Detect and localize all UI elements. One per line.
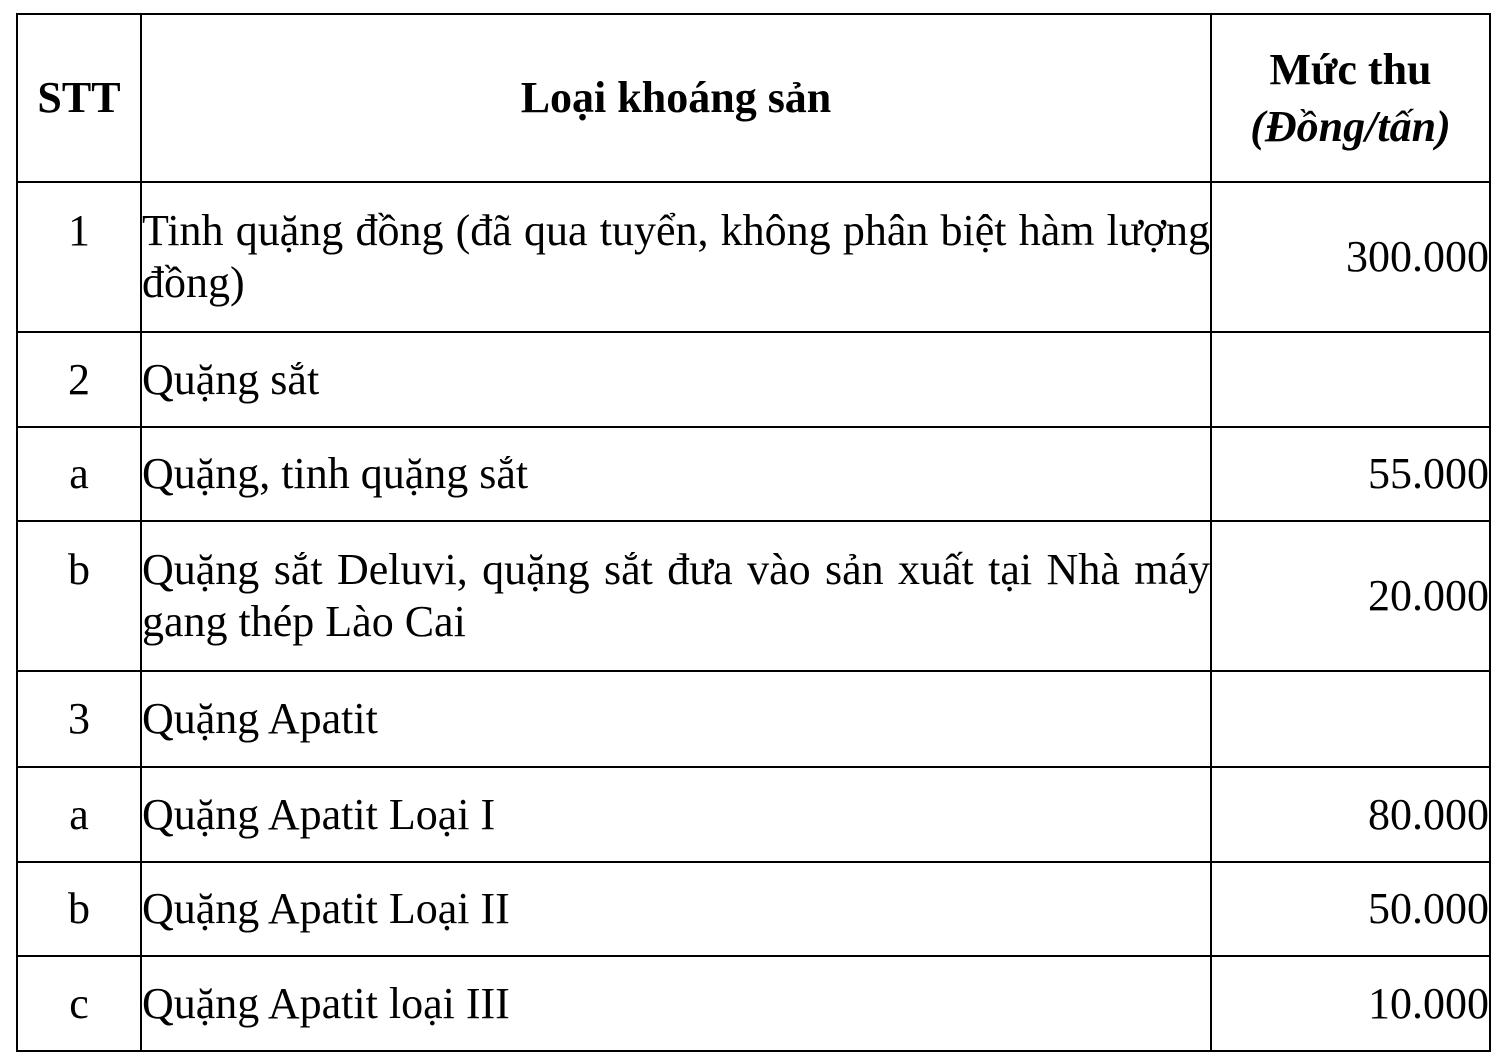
row-stt: b <box>17 862 141 956</box>
row-rate: 300.000 <box>1211 182 1490 332</box>
header-rate <box>1211 14 1490 182</box>
row-mineral-name: Tinh quặng đồng (đã qua tuyển, không phân biệt hàm lượng đồng) <box>141 182 1211 332</box>
row-rate: 10.000 <box>1211 956 1490 1051</box>
table-row <box>17 862 1490 956</box>
header-mineral-type: Loại khoáng sản <box>141 14 1211 182</box>
row-mineral-name: Quặng Apatit Loại I <box>141 767 1211 862</box>
row-stt: 3 <box>17 671 141 767</box>
row-mineral-name: Quặng, tinh quặng sắt <box>141 427 1211 521</box>
header-row <box>17 14 1490 182</box>
table-row <box>17 182 1490 332</box>
row-stt: c <box>17 956 141 1051</box>
row-stt: a <box>17 427 141 521</box>
header-rate-title: Mức thu <box>1269 44 1432 94</box>
row-stt: b <box>17 521 141 671</box>
row-mineral-name: Quặng Apatit loại III <box>141 956 1211 1051</box>
row-mineral-name: Quặng Apatit <box>141 671 1211 767</box>
mineral-fee-table <box>16 13 1491 1052</box>
row-rate: 20.000 <box>1211 521 1490 671</box>
row-rate: 55.000 <box>1211 427 1490 521</box>
table-row <box>17 332 1490 427</box>
row-rate <box>1211 332 1490 427</box>
table-row <box>17 427 1490 521</box>
table-row <box>17 956 1490 1051</box>
row-mineral-name: Quặng Apatit Loại II <box>141 862 1211 956</box>
row-mineral-name: Quặng sắt Deluvi, quặng sắt đưa vào sản xuất tại Nhà máy gang thép Lào Cai <box>141 521 1211 671</box>
row-mineral-name: Quặng sắt <box>141 332 1211 427</box>
row-rate: 80.000 <box>1211 767 1490 862</box>
row-stt: 1 <box>17 182 141 332</box>
table-row <box>17 671 1490 767</box>
table-row <box>17 767 1490 862</box>
header-rate-unit: (Đồng/tấn) <box>1250 102 1451 151</box>
row-rate <box>1211 671 1490 767</box>
row-rate: 50.000 <box>1211 862 1490 956</box>
header-stt: STT <box>17 14 141 182</box>
row-stt: a <box>17 767 141 862</box>
table-row <box>17 521 1490 671</box>
row-stt: 2 <box>17 332 141 427</box>
